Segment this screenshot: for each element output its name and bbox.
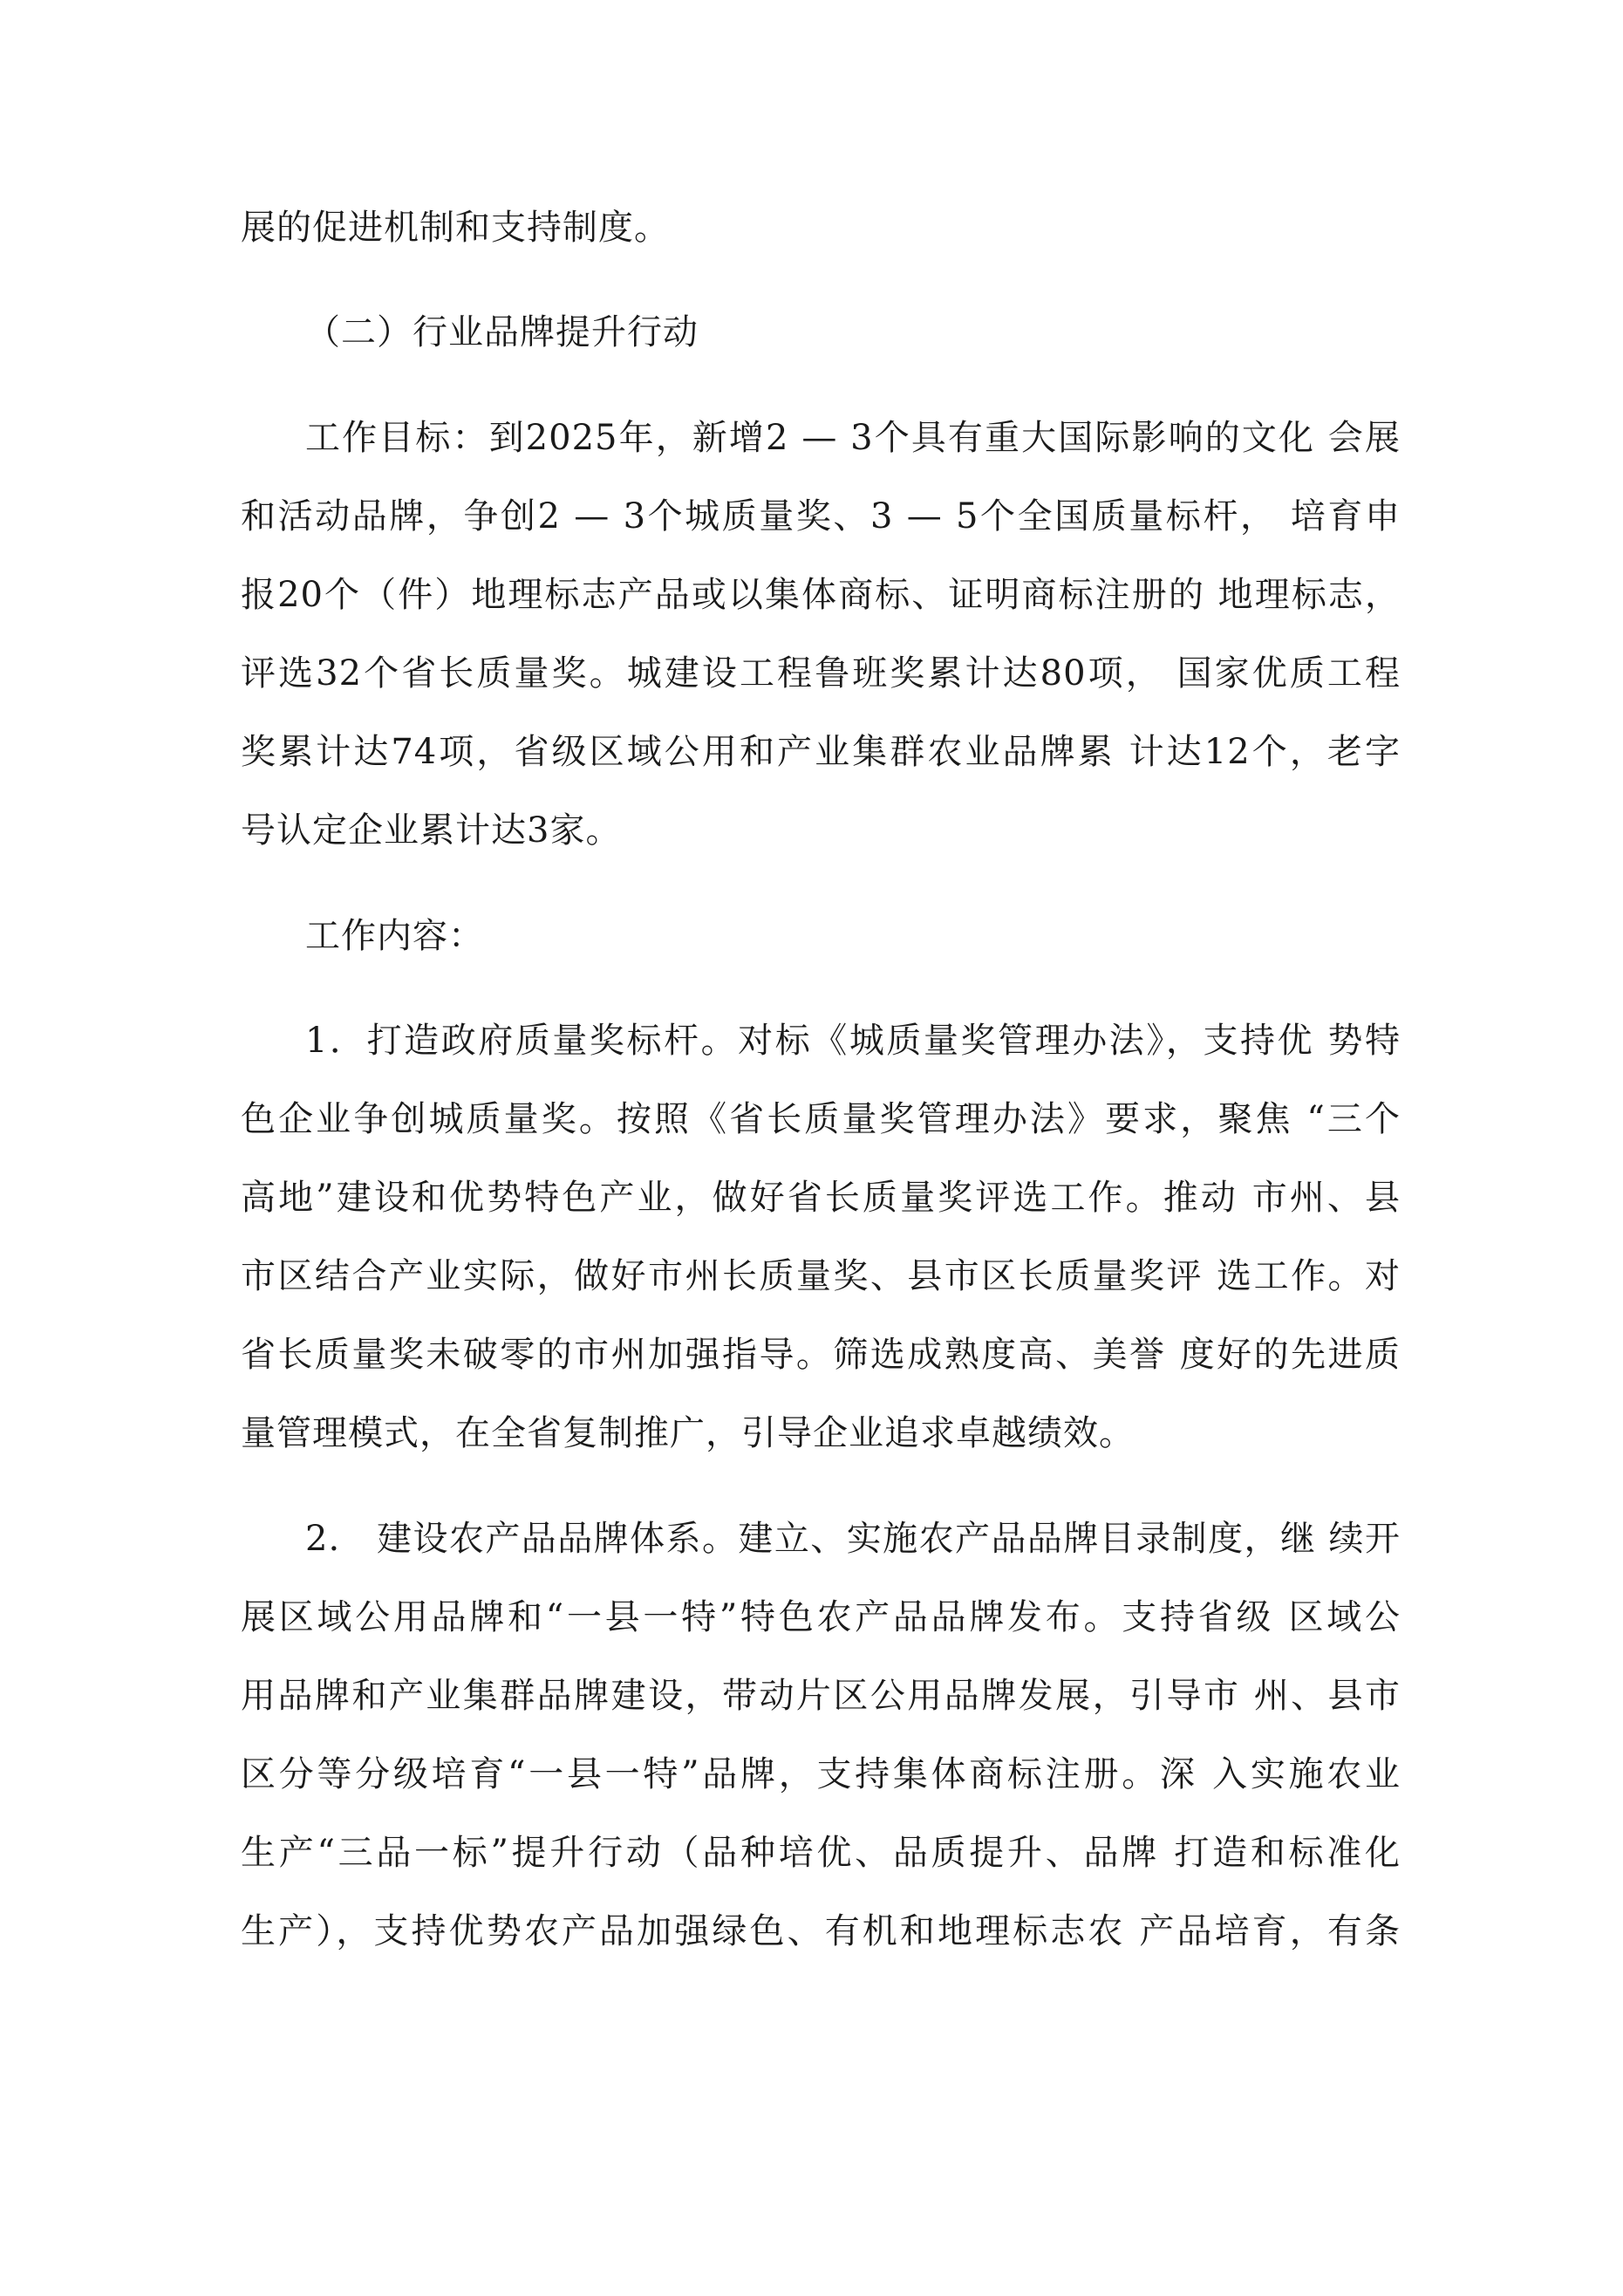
paragraph-line: 报20个（件）地理标志产品或以集体商标、证明商标注册的 地理标志， bbox=[241, 575, 1401, 615]
paragraph-line: 色企业争创城质量奖。按照《省长质量奖管理办法》要求，聚焦 “三个 bbox=[241, 1099, 1401, 1139]
paragraph-line: 生产），支持优势农产品加强绿色、有机和地理标志农 产品培育，有条 bbox=[241, 1911, 1401, 1951]
paragraph-line: 2. 建设农产品品牌体系。建立、实施农产品品牌目录制度，继 续开 bbox=[305, 1519, 1401, 1559]
paragraph-line: 高地”建设和优势特色产业，做好省长质量奖评选工作。推动 市州、县 bbox=[241, 1178, 1401, 1218]
paragraph-line: 奖累计达74项，省级区域公用和产业集群农业品牌累 计达12个，老字 bbox=[241, 732, 1401, 772]
paragraph-line: 生产“三品一标”提升行动（品种培优、品质提升、品牌 打造和标准化 bbox=[241, 1833, 1401, 1873]
paragraph-line: 用品牌和产业集群品牌建设，带动片区公用品牌发展，引导市 州、县市 bbox=[241, 1676, 1401, 1716]
section-heading: （二）行业品牌提升行动 bbox=[305, 312, 699, 352]
section-label: 工作内容： bbox=[305, 916, 484, 956]
paragraph-line: 工作目标：到2025年，新增2 — 3个具有重大国际影响的文化 会展 bbox=[305, 418, 1401, 458]
paragraph-line: 号认定企业累计达3家。 bbox=[241, 810, 622, 851]
paragraph-line: 区分等分级培育“一县一特”品牌，支持集体商标注册。深 入实施农业 bbox=[241, 1754, 1401, 1794]
paragraph-line: 展区域公用品牌和“一县一特”特色农产品品牌发布。支持省级 区域公 bbox=[241, 1597, 1401, 1637]
paragraph-line: 和活动品牌，争创2 — 3个城质量奖、3 — 5个全国质量标杆， 培育申 bbox=[241, 496, 1401, 536]
paragraph-line: 评选32个省长质量奖。城建设工程鲁班奖累计达80项， 国家优质工程 bbox=[241, 653, 1401, 694]
paragraph-line: 1．打造政府质量奖标杆。对标《城质量奖管理办法》，支持优 势特 bbox=[305, 1021, 1401, 1061]
paragraph-line: 省长质量奖未破零的市州加强指导。筛选成熟度高、美誉 度好的先进质 bbox=[241, 1335, 1401, 1375]
paragraph-line: 展的促进机制和支持制度。 bbox=[241, 208, 670, 248]
paragraph-line: 市区结合产业实际，做好市州长质量奖、县市区长质量奖评 选工作。对 bbox=[241, 1256, 1401, 1296]
paragraph-line: 量管理模式，在全省复制推广，引导企业追求卓越绩效。 bbox=[241, 1413, 1135, 1453]
